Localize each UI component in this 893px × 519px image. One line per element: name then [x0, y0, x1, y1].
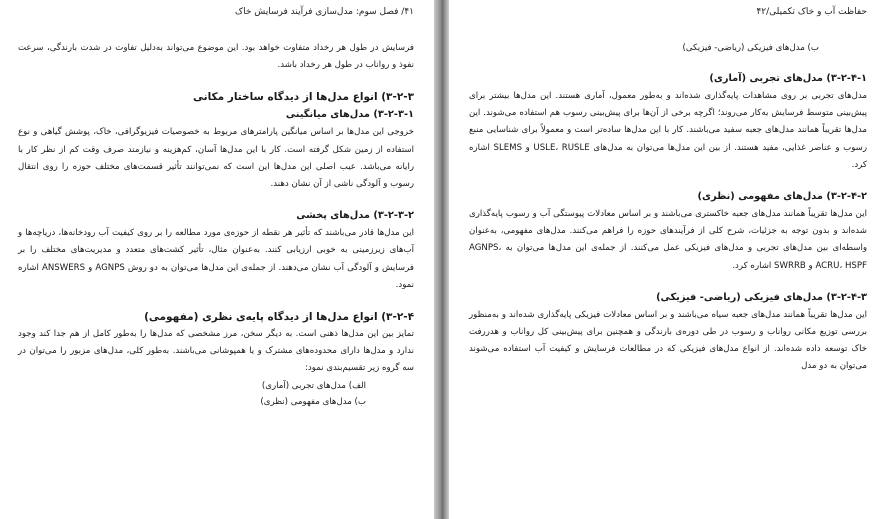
subsection-heading-lumped: ۳-۲-۳-۱) مدل‌های میانگینی	[285, 109, 414, 121]
left-page-header: ۴۱/ فصل سوم: مدل‌سازی فرآیند فرسایش خاک	[235, 7, 414, 17]
subsection-heading-conceptual: ۳-۲-۴-۲) مدل‌های مفهومی (نظری)	[697, 191, 867, 203]
distributed-paragraph: این مدل‌ها قادر می‌باشند که تأثیر هر نقطه از حوزه‌ی مورد مطالعه را بر روی کیفیت آب رودخانه‌ها، دریاچه‌ها و آب‌های زیرزمینی به خوبی ارزیابی کنند. به‌عنوان مثال، تأثیر کشت‌های متعدد و مدیریت‌های مختلف را بر فرسایش و آلودگی آب نشان می‌دهند. از جمله‌ی این مدل‌ها می‌توان به دو روش AGNPS و ANSWERS اشاره نمود.	[18, 228, 414, 290]
right-page	[449, 0, 893, 519]
conceptual-paragraph: این مدل‌ها تقریباً همانند مدل‌های جعبه خاکستری می‌باشند و بر اساس معادلات پیوستگی آب و رسوب پایه‌گذاری شده‌اند و بدون توجه به جزئیات، شرح کلی از فرآیندهای حوزه را فراهم می‌کنند. مدل‌های مفهومی، به‌عنوان واسطه‌ای بین مدل‌های تجربی و مدل‌های فیزیکی عمل می‌کنند. از جمله‌ی این مدل‌ها می‌توان به AGNPS، ACRU، HSPF و SWRRB اشاره کرد.	[469, 209, 867, 271]
subsection-heading-empirical: ۳-۲-۴-۱) مدل‌های تجربی (آماری)	[709, 73, 867, 84]
section-heading-spatial: ۳-۲-۳) انواع مدل‌ها از دیدگاه ساختار مکانی	[193, 91, 414, 104]
list-item-empirical: الف) مدل‌های تجربی (آماری)	[261, 380, 366, 391]
empirical-paragraph: مدل‌های تجربی بر روی مشاهدات پایه‌گذاری شده‌اند و به‌طور معمول، آماری هستند. این مدل‌ها بیشتر برای پیش‌بینی متوسط فرسایش به‌کار می‌روند؛ اگرچه برخی از آن‌ها برای پیش‌بینی رسوب هم استفاده می‌شوند. این مدل‌ها تقریباً همانند مدل‌های جعبه سفید می‌باشند. کار با این مدل‌ها ساده‌تر است و معمولاً برای شناسایی منبع رسوب و عناصر غذایی، مفید هستند. از بین این مدل‌ها می‌توان به مدل‌های USLE، RUSLE و SLEMS اشاره کرد.	[469, 91, 867, 170]
left-page	[0, 0, 434, 519]
subsection-heading-physical: ۳-۲-۴-۳) مدل‌های فیزیکی (ریاضی- فیزیکی)	[656, 291, 867, 303]
theoretical-paragraph: تمایز بین این مدل‌ها ذهنی است. به دیگر سخن، مرز مشخصی که مدل‌ها را به‌طور کامل از هم جدا کند وجود ندارد و مدل‌ها دارای محدوده‌های مشترک و یا همپوشانی می‌باشند. به‌طور کلی، مدل‌های مزبور را می‌توان در سه گروه زیر تقسیم‌بندی نمود:	[18, 329, 414, 374]
list-item-conceptual: ب) مدل‌های مفهومی (نظری)	[260, 396, 366, 407]
intro-paragraph: فرسایش در طول هر رخداد متفاوت خواهد بود. این موضوع می‌تواند به‌دلیل تفاوت در شدت بارندگی، سرعت نفوذ و رواناب در طول هر رخداد باشد.	[18, 43, 414, 71]
right-page-header: حفاظت آب و خاک تکمیلی/۴۲	[756, 7, 867, 17]
lumped-paragraph: خروجی این مدل‌ها بر اساس میانگین پارامترهای مربوط به خصوصیات فیزیوگرافی، خاک، پوشش گیاهی و نوع استفاده از زمین شکل گرفته است. کار با این مدل‌ها آسان، کم‌هزینه و نیازمند صرف وقت کم از نظر کار با رایانه می‌باشد. عیب اصلی این مدل‌ها این است که نمی‌توانند تأثیر قسمت‌های مختلف حوزه را روی انتقال رسوب و آلودگی ناشی از آن نشان دهند.	[18, 127, 414, 190]
subsection-heading-distributed: ۳-۲-۳-۲) مدل‌های پخشی	[296, 210, 414, 222]
section-heading-theoretical: ۳-۲-۴) انواع مدل‌ها از دیدگاه پایه‌ی نظری (مفهومی)	[144, 311, 414, 324]
physical-paragraph: این مدل‌ها تقریباً همانند مدل‌های جعبه سیاه می‌باشند و بر اساس معادلات فیزیکی پایه‌گذاری شده‌اند و به‌منظور بررسی توزیع مکانی رواناب و رسوب در طی دوره‌ی بارندگی و همچنین برای پیش‌بینی کل رواناب و هدررفت خاک توسعه داده شده‌اند. از انواع مدل‌های فیزیکی که در مطالعات فرسایش و کیفیت آب استفاده می‌شوند می‌توان به دو مدل	[469, 309, 867, 372]
list-item-physical: ب) مدل‌های فیزیکی (ریاضی- فیزیکی)	[682, 43, 819, 53]
book-gutter	[434, 0, 449, 519]
